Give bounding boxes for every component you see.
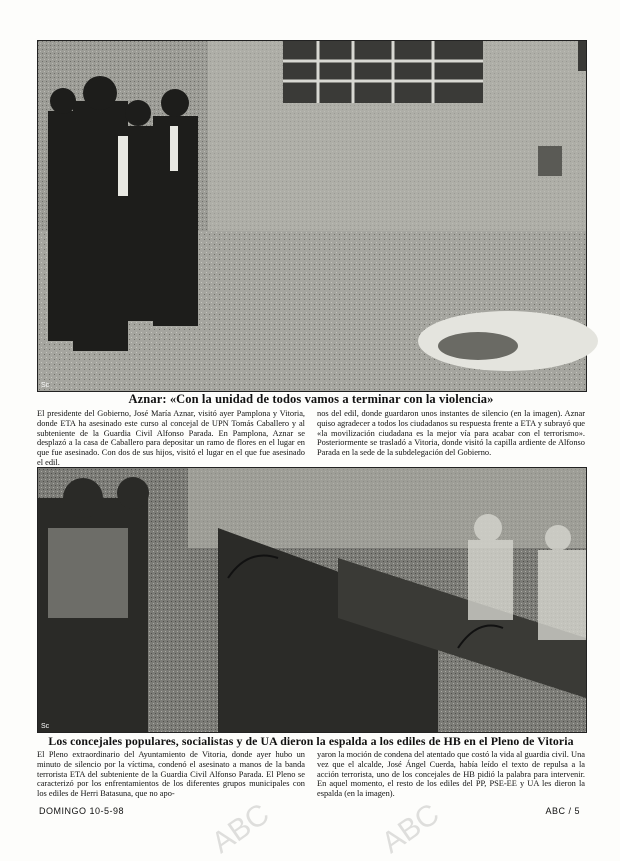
- photo-politicians-icon: [38, 41, 586, 391]
- caption-column-left: El presidente del Gobierno, José María Aznar, visitó ayer Pamplona y Vitoria, donde ETA ha asesinado este curso al concejal de UPN Tomás Caballero y al subteniente de la Guardia Civil Alfonso Parada. En Pamplona, Aznar se desplazó a la casa de Caballero para depositar un ramo de flores en el lugar en que fue asesinado. Con dos de sus hijos, visitó el lugar en el que fue asesinado el edil.: [37, 409, 305, 467]
- footer-date: DOMINGO 10-5-98: [39, 806, 125, 816]
- caption-column-right: yaron la moción de condena del atentado que costó la vida al guardia civil. Una vez que el alcalde, José Ángel Cuerda, había leído el texto de repulsa a la acción terrorista, uno de los concejales de HB pidió la palabra para intervenir. En aquel momento, el resto de los ediles del PP, PSE-EE y UA les dieron la espalda (en la imagen).: [317, 750, 585, 799]
- headline-pleno-vitoria: Los concejales populares, socialistas y de UA dieron la espalda a los ediles de HB en el Pleno de Vitoria: [48, 734, 574, 748]
- watermark: ABC: [375, 797, 446, 860]
- photo-credit: Sc: [41, 382, 50, 389]
- headline-aznar: Aznar: «Con la unidad de todos vamos a terminar con la violencia»: [128, 392, 494, 406]
- caption-aznar: [37, 409, 585, 467]
- photo-credit: Sc: [41, 723, 50, 730]
- news-photo-plenary: [37, 467, 587, 733]
- caption-column-left: El Pleno extraordinario del Ayuntamiento de Vitoria, donde ayer hubo un minuto de silencio por la víctima, condenó el asesinato a manos de la banda terrorista ETA del subteniente de la Guardia Civil Alfonso Parada. El Pleno se caracterizó por los enfrentamientos de los diferentes grupos municipales con los ediles de Herri Batasuna, que no apo-: [37, 750, 305, 799]
- caption-column-right: nos del edil, donde guardaron unos instantes de silencio (en la imagen). Aznar quiso agradecer a todos los ciudadanos su respuesta frente a ETA y subrayó que «la movilización ciudadana es la mejor vía para acabar con el terrorismo». Posteriormente se trasladó a Vitoria, donde visitó la capilla ardiente de Alfonso Parada en la sede de la subdelegación del Gobierno.: [317, 409, 585, 458]
- footer-page-number: ABC / 5: [545, 806, 580, 816]
- watermark: ABC: [205, 797, 276, 860]
- caption-pleno: [37, 750, 585, 804]
- photo-plenary-session-icon: [38, 468, 586, 732]
- news-photo-politicians: [37, 40, 587, 392]
